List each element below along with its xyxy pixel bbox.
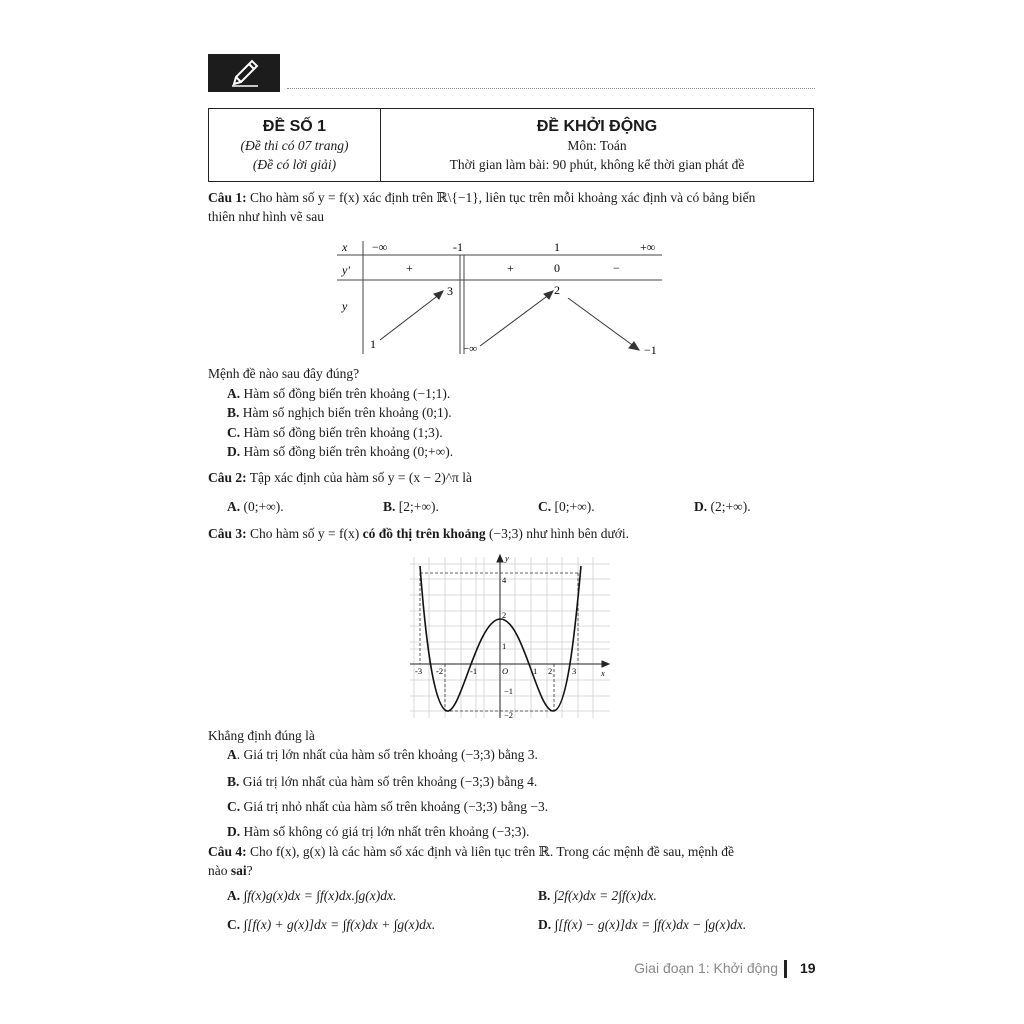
q3-option-a-key: A <box>227 747 237 762</box>
question-4-option-a <box>227 886 396 906</box>
question-2-option-d <box>694 497 751 517</box>
x-tick-1: 1 <box>533 666 538 676</box>
option-a-text: Hàm số đồng biến trên khoảng (−1;1). <box>243 386 451 401</box>
question-1-option-a <box>227 384 450 404</box>
question-2-label: Câu 2: <box>208 470 247 485</box>
question-4-option-b <box>538 886 657 906</box>
question-3-option-c <box>227 797 548 817</box>
exam-time: Thời gian làm bài: 90 phút, không kể thời gian phát đề <box>449 157 745 172</box>
question-3-label: Câu 3: <box>208 526 247 541</box>
tbl-x-val-3: 1 <box>554 240 560 254</box>
q2-option-a-key: A. <box>227 499 241 514</box>
footer-divider <box>784 960 787 978</box>
q4-option-a-key: A. <box>227 888 241 903</box>
question-4-line-1 <box>208 842 734 862</box>
x-tick-m1: -1 <box>470 666 478 676</box>
tbl-x-val-2: -1 <box>453 240 463 254</box>
question-3-text-post: (−3;3) như hình bên dưới. <box>489 526 630 541</box>
question-4-text-b-pre: nào <box>208 863 228 878</box>
function-graph <box>405 552 615 722</box>
question-1-text-b: thiên như hình vẽ sau <box>208 209 325 224</box>
tbl-y-val-5: −1 <box>644 343 657 357</box>
question-1-option-b <box>227 403 452 423</box>
q3-option-b-text: Giá trị lớn nhất của hàm số trên khoảng (−3;3) bằng 4. <box>242 774 538 789</box>
tbl-y-val-1: 1 <box>370 337 376 351</box>
question-4-option-d <box>538 915 746 935</box>
question-4-text-a: Cho f(x), g(x) là các hàm số xác định và liên tục trên ℝ. Trong các mệnh đề sau, mệnh đề <box>250 844 734 859</box>
q4-option-c-text: ∫[f(x) + g(x)]dx = ∫f(x)dx + ∫g(x)dx. <box>243 917 436 932</box>
x-tick-3: 3 <box>572 666 577 676</box>
y-tick-4: 4 <box>502 575 507 585</box>
q3-option-b-key: B. <box>227 774 240 789</box>
exam-header-right <box>381 109 813 181</box>
q3-option-c-text: Giá trị nhỏ nhất của hàm số trên khoảng (−3;3) bằng −3. <box>243 799 549 814</box>
question-4-label: Câu 4: <box>208 844 247 859</box>
y-tick-1: 1 <box>502 641 507 651</box>
pencil-icon-box <box>208 54 280 92</box>
y-axis-arrow <box>497 555 503 562</box>
arrow-up-1 <box>380 294 440 340</box>
q4-option-b-key: B. <box>538 888 551 903</box>
q4-option-d-key: D. <box>538 917 552 932</box>
question-4-text-b-post: ? <box>246 863 253 878</box>
q3-option-c-key: C. <box>227 799 241 814</box>
pencil-icon <box>208 54 280 92</box>
question-3-prompt: Khẳng định đúng là <box>208 728 315 743</box>
q4-option-a-text: ∫f(x)g(x)dx = ∫f(x)dx.∫g(x)dx. <box>243 888 397 903</box>
x-axis-arrow <box>602 661 609 667</box>
q3-option-d-text: Hàm số không có giá trị lớn nhất trên khoảng (−3;3). <box>243 824 530 839</box>
question-2-option-b <box>383 497 439 517</box>
tbl-x-val-4: +∞ <box>640 240 656 254</box>
question-3-option-a <box>227 745 538 765</box>
tbl-sign-2: + <box>507 261 514 275</box>
tbl-y-val-3: −∞ <box>463 343 478 355</box>
tbl-y-val-2: 3 <box>447 284 453 298</box>
question-1-prompt: Mệnh đề nào sau đây đúng? <box>208 366 360 381</box>
y-tick-2: 2 <box>502 610 507 620</box>
x-tick-2: 2 <box>548 666 553 676</box>
option-c-text: Hàm số đồng biến trên khoảng (1;3). <box>243 425 443 440</box>
question-3-text-bold: có đồ thị trên khoảng <box>362 526 486 541</box>
q4-option-c-key: C. <box>227 917 241 932</box>
q2-option-d-key: D. <box>694 499 708 514</box>
tbl-yp-label: y' <box>342 263 350 277</box>
origin-label: O <box>502 666 509 676</box>
q2-option-c-text: [0;+∞). <box>554 499 595 514</box>
question-1-option-d <box>227 442 453 462</box>
solution-note: (Đề có lời giải) <box>252 157 337 172</box>
y-axis-label: y <box>505 553 509 563</box>
question-4-line-2 <box>208 861 253 881</box>
page-number: 19 <box>800 960 816 976</box>
tbl-sign-4: − <box>613 261 620 275</box>
x-tick-m2: -2 <box>436 666 444 676</box>
option-d-text: Hàm số đồng biến trên khoảng (0;+∞). <box>243 444 454 459</box>
option-a-key: A. <box>227 386 241 401</box>
tbl-x-label: x <box>342 240 348 254</box>
question-4-text-b-bold: sai <box>230 863 247 878</box>
exam-subject: Môn: Toán <box>567 138 627 153</box>
tbl-y-label: y <box>342 299 348 313</box>
exam-header <box>208 108 814 182</box>
question-1-label: Câu 1: <box>208 190 247 205</box>
tbl-x-val-1: −∞ <box>372 240 388 254</box>
question-2-text: Tập xác định của hàm số y = (x − 2)^π là <box>249 470 472 485</box>
question-3-option-d <box>227 822 529 842</box>
q2-option-c-key: C. <box>538 499 552 514</box>
y-tick-m2: −2 <box>504 710 514 720</box>
q4-option-b-text: ∫2f(x)dx = 2∫f(x)dx. <box>553 888 657 903</box>
dotted-separator <box>287 88 815 89</box>
variation-table <box>330 236 670 360</box>
tbl-sign-3: 0 <box>554 261 560 275</box>
option-b-text: Hàm số nghịch biến trên khoảng (0;1). <box>242 405 452 420</box>
y-tick-m1: −1 <box>504 686 514 696</box>
q2-option-b-text: [2;+∞). <box>398 499 439 514</box>
q2-option-b-key: B. <box>383 499 396 514</box>
question-1-option-c <box>227 423 443 443</box>
question-4-option-c <box>227 915 435 935</box>
tbl-sign-1: + <box>406 261 413 275</box>
exam-number: ĐỀ SỐ 1 <box>262 118 327 135</box>
footer-section-title: Giai đoạn 1: Khởi động <box>634 960 778 976</box>
question-1-text-a: Cho hàm số y = f(x) xác định trên ℝ\{−1}, liên tục trên mỗi khoảng xác định và có bảng biến <box>250 190 756 205</box>
question-3-line <box>208 524 629 544</box>
q2-option-a-text: (0;+∞). <box>243 499 284 514</box>
question-2-option-a <box>227 497 284 517</box>
q4-option-d-text: ∫[f(x) − g(x)]dx = ∫f(x)dx − ∫g(x)dx. <box>554 917 747 932</box>
x-tick-m3: -3 <box>415 666 423 676</box>
arrow-down <box>568 298 635 347</box>
question-2-line <box>208 468 472 488</box>
exam-title: ĐỀ KHỞI ĐỘNG <box>536 118 658 135</box>
option-b-key: B. <box>227 405 240 420</box>
option-d-key: D. <box>227 444 241 459</box>
option-c-key: C. <box>227 425 241 440</box>
question-3-text-pre: Cho hàm số y = f(x) <box>250 526 360 541</box>
exam-header-left <box>209 109 381 181</box>
q3-option-d-key: D. <box>227 824 241 839</box>
arrow-up-2 <box>480 294 550 346</box>
q2-option-d-text: (2;+∞). <box>710 499 751 514</box>
question-1-line-1 <box>208 188 755 208</box>
q3-option-a-text: . Giá trị lớn nhất của hàm số trên khoảng (−3;3) bằng 3. <box>236 747 538 762</box>
question-2-option-c <box>538 497 595 517</box>
tbl-y-val-4: 2 <box>554 283 560 297</box>
x-axis-label: x <box>601 668 605 678</box>
page-count-note: (Đề thi có 07 trang) <box>240 138 349 153</box>
question-3-option-b <box>227 772 537 792</box>
